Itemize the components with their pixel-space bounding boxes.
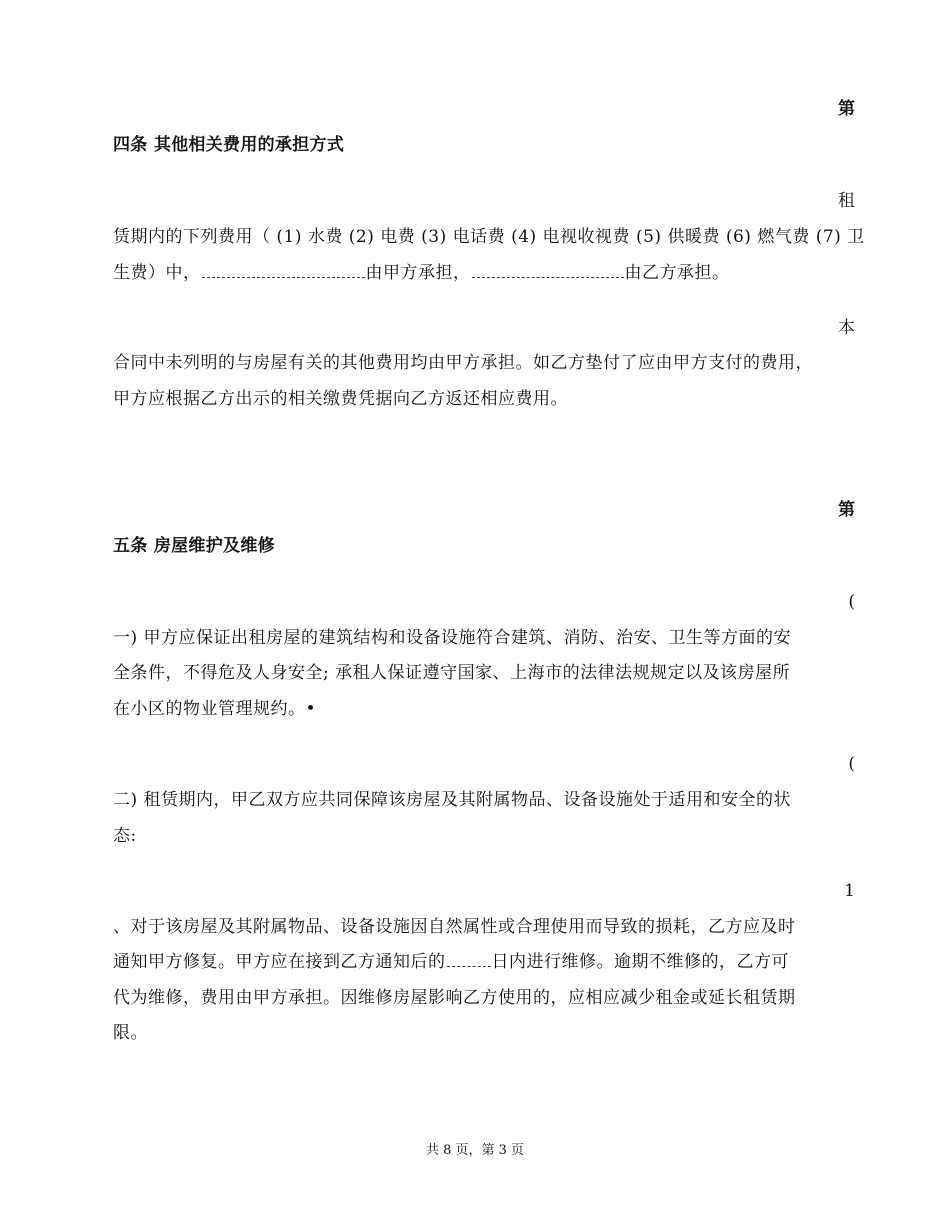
article5-item3-line2 bbox=[113, 952, 789, 972]
article4-para1-line1: 赁期内的下列费用（ (1) 水费 (2) 电费 (3) 电话费 (4) 电视收视费 (5) 供暖费 (6) 燃气费 (7) 卫 bbox=[113, 227, 865, 247]
article4-para1-line2 bbox=[113, 263, 730, 283]
article4-para1-lead-char: 租 bbox=[838, 191, 855, 211]
article5-heading-tail-char: 第 bbox=[838, 500, 855, 520]
article4-para1-line2-c: 由乙方承担。 bbox=[624, 263, 730, 283]
article4-heading-tail-char: 第 bbox=[838, 99, 855, 119]
article5-item2-line1: 二) 租赁期内，甲乙双方应共同保障该房屋及其附属物品、设备设施处于适用和安全的状 bbox=[113, 790, 792, 810]
article5-item1-line2: 全条件，不得危及人身安全; 承租人保证遵守国家、上海市的法律法规规定以及该房屋所 bbox=[113, 663, 791, 683]
article5-item2-lead-char: ( bbox=[848, 754, 855, 774]
article5-heading: 五条 房屋维护及维修 bbox=[113, 536, 275, 556]
blank-field-repair-days bbox=[447, 954, 491, 967]
article5-item3-line4: 限。 bbox=[113, 1023, 148, 1043]
article5-item3-line2-a: 通知甲方修复。甲方应在接到乙方通知后的 bbox=[113, 952, 446, 972]
article5-item3-lead-char: 1 bbox=[844, 881, 855, 901]
blank-field-tenant-fees bbox=[472, 265, 624, 278]
article4-para2-line1: 合同中未列明的与房屋有关的其他费用均由甲方承担。如乙方垫付了应由甲方支付的费用， bbox=[113, 353, 813, 373]
article5-item3-line1: 、对于该房屋及其附属物品、设备设施因自然属性或合理使用而导致的损耗，乙方应及时 bbox=[113, 917, 796, 937]
article4-para2-line2: 甲方应根据乙方出示的相关缴费凭据向乙方返还相应费用。 bbox=[113, 389, 568, 409]
article5-item3-line2-b: 日内进行维修。逾期不维修的，乙方可 bbox=[491, 952, 789, 972]
article5-item1-line1: 一) 甲方应保证出租房屋的建筑结构和设备设施符合建筑、消防、治安、卫生等方面的安 bbox=[113, 628, 792, 648]
article5-item3-line3: 代为维修，费用由甲方承担。因维修房屋影响乙方使用的，应相应减少租金或延长租赁期 bbox=[113, 988, 796, 1008]
article4-para1-line2-b: 由甲方承担， bbox=[365, 263, 471, 283]
article5-item2-line2: 态: bbox=[113, 826, 137, 846]
article4-para2-lead-char: 本 bbox=[838, 318, 855, 338]
page-footer: 共 8 页，第 3 页 bbox=[425, 1143, 525, 1158]
article5-item1-line3: 在小区的物业管理规约。• bbox=[113, 699, 317, 719]
article4-para1-line2-a: 生费）中， bbox=[113, 263, 201, 283]
article5-item1-lead-char: ( bbox=[848, 592, 855, 612]
blank-field-landlord-fees bbox=[202, 265, 365, 278]
article4-heading: 四条 其他相关费用的承担方式 bbox=[113, 135, 345, 155]
